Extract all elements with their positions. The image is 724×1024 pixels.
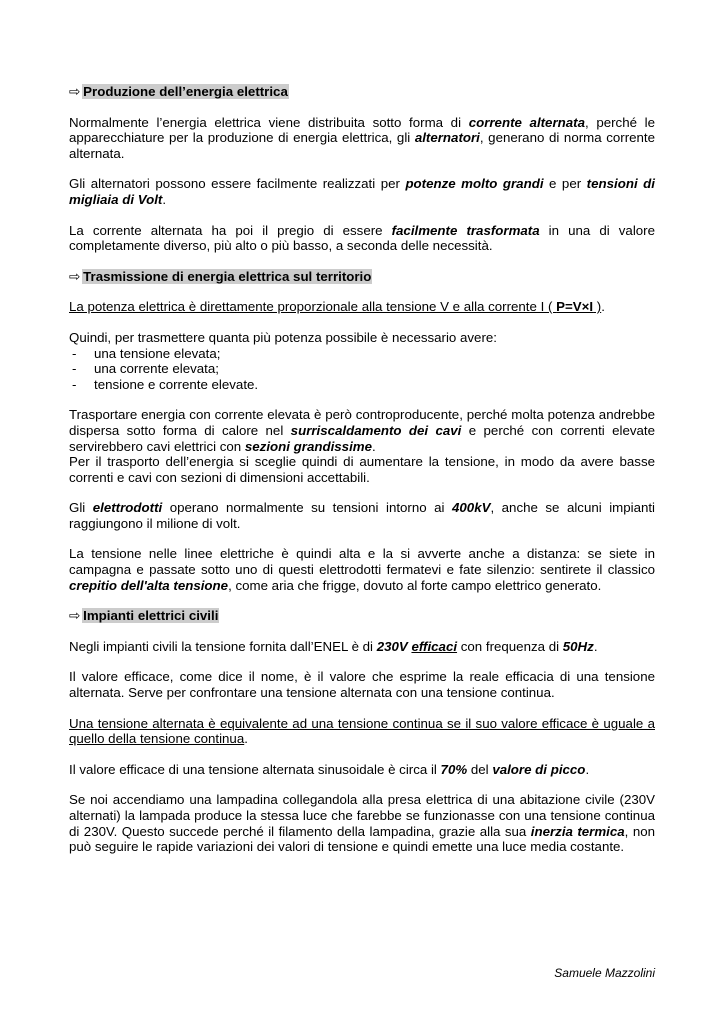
- paragraph: Trasportare energia con corrente elevata è però controproducente, perché molta potenza andrebbe dispersa sotto forma di calore nel surriscaldamento dei cavi e perché con correnti elevate servirebbero cavi elettrici con sezioni grandissime.: [69, 407, 655, 454]
- paragraph: La potenza elettrica è direttamente proporzionale alla tensione V e alla corrente I ( P=V×I ).: [69, 299, 605, 315]
- paragraph: Normalmente l’energia elettrica viene distribuita sotto forma di corrente alternata, perché le apparecchiature per la produzione di energia elettrica, gli alternatori, generano di norma corrente alternata.: [69, 114, 656, 161]
- paragraph: Per il trasporto dell’energia si sceglie quindi di aumentare la tensione, in modo da avere basse correnti e cavi con sezioni di dimensioni accettabili.: [69, 454, 655, 485]
- paragraph: Quindi, per trasmettere quanta più potenza possibile è necessario avere:: [69, 329, 497, 345]
- paragraph: Il valore efficace, come dice il nome, è il valore che esprime la reale efficacia di una tensione alternata. Serve per confrontare una tensione alternata con una tensione continua.: [69, 669, 655, 701]
- paragraph: La corrente alternata ha poi il pregio di essere facilmente trasformata in una di valore completamente diverso, più alto o più basso, a seconda delle necessità.: [69, 222, 655, 254]
- right-arrow-icon: ⇨: [69, 608, 81, 624]
- paragraph: Gli elettrodotti operano normalmente su tensioni intorno ai 400kV, anche se alcuni impianti raggiungono il milione di volt.: [69, 500, 656, 531]
- paragraph: Se noi accendiamo una lampadina collegandola alla presa elettrica di una abitazione civile (230V alternati) la lampada produce la stessa luce che farebbe se funzionasse con una tensione continua di 230V. Questo succede perché il filamento della lampadina, grazie alla sua inerzia termica, non può seguire le rapide variazioni dei valori di tensione e quindi emette una luce media costante.: [69, 792, 656, 855]
- list-item: - una corrente elevata;: [72, 361, 219, 377]
- section-heading-impianti: ⇨ Impianti elettrici civili: [69, 608, 219, 624]
- paragraph: Una tensione alternata è equivalente ad una tensione continua se il suo valore efficace è uguale a quello della tensione continua.: [69, 715, 655, 747]
- author-footer: Samuele Mazzolini: [554, 966, 655, 980]
- right-arrow-icon: ⇨: [69, 84, 81, 99]
- section-heading-produzione: ⇨ Produzione dell’energia elettrica: [69, 84, 288, 99]
- paragraph: Gli alternatori possono essere facilmente realizzati per potenze molto grandi e per tensioni di migliaia di Volt.: [69, 176, 655, 207]
- right-arrow-icon: ⇨: [69, 268, 81, 284]
- paragraph: Il valore efficace di una tensione alternata sinusoidale è circa il 70% del valore di picco.: [69, 761, 590, 777]
- paragraph: La tensione nelle linee elettriche è quindi alta e la si avverte anche a distanza: se siete in campagna e passate sotto uno di questi elettrodotti fermatevi e fate silenzio: sentirete il classico crepitio dell'alta tensione, come aria che frigge, dovuto al forte campo elettrico generato.: [69, 546, 655, 593]
- document-body: [69, 84, 655, 855]
- section-heading-trasmissione: ⇨ Trasmissione di energia elettrica sul territorio: [69, 268, 372, 284]
- paragraph: Negli impianti civili la tensione fornita dall’ENEL è di 230V efficaci con frequenza di 50Hz.: [69, 638, 598, 654]
- list-item: - una tensione elevata;: [72, 345, 221, 361]
- list-item: - tensione e corrente elevate.: [72, 376, 259, 392]
